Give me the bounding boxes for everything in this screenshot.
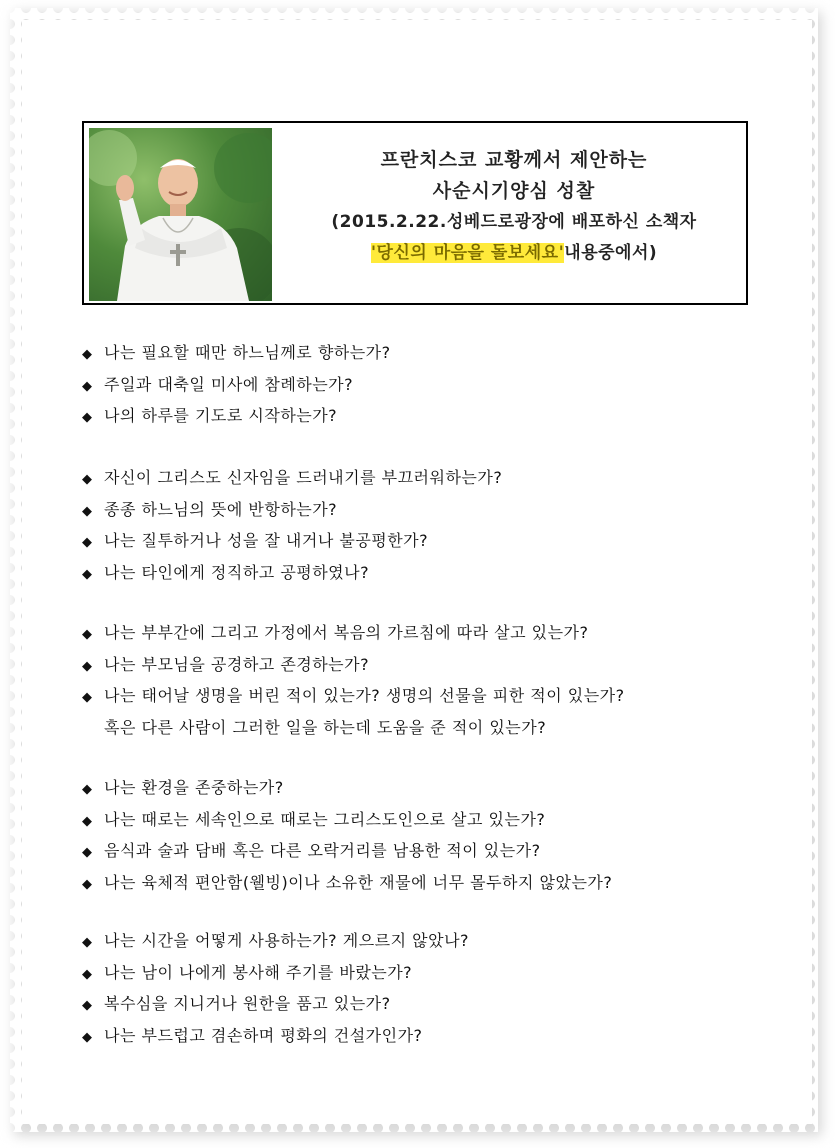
diamond-bullet-icon: ◆ <box>82 876 93 892</box>
question-item <box>82 807 545 830</box>
question-text: 나의 하루를 기도로 시작하는가? <box>104 406 338 425</box>
diamond-bullet-icon: ◆ <box>82 535 93 550</box>
diamond-bullet-icon: ◆ <box>82 658 93 674</box>
question-text: 종종 하느님의 뜻에 반항하는가? <box>104 499 338 519</box>
question-text: 복수심을 지니거나 원한을 품고 있는가? <box>104 994 391 1013</box>
title-block <box>284 145 744 269</box>
diamond-bullet-icon: ◆ <box>82 998 93 1013</box>
question-item <box>82 991 391 1014</box>
question-text: 나는 부모님을 공경하고 존경하는가? <box>104 654 370 674</box>
question-item <box>82 775 284 798</box>
question-text: 나는 태어날 생명을 버린 적이 있는가? 생명의 선물을 피한 적이 있는가? <box>104 686 625 705</box>
question-item <box>82 1023 423 1046</box>
question-item <box>82 683 625 706</box>
diamond-bullet-icon: ◆ <box>82 935 93 950</box>
diamond-bullet-icon: ◆ <box>82 410 93 425</box>
diamond-bullet-icon: ◆ <box>82 566 93 582</box>
question-item <box>82 928 469 951</box>
question-text: 음식과 술과 담배 혹은 다른 오락거리를 남용한 적이 있는가? <box>104 841 541 860</box>
question-text: 나는 질투하거나 성을 잘 내거나 불공평한가? <box>104 531 429 550</box>
diamond-bullet-icon: ◆ <box>82 1029 93 1045</box>
pope-figure-illustration <box>89 128 272 301</box>
question-item <box>82 372 353 395</box>
diamond-bullet-icon: ◆ <box>82 378 93 394</box>
question-text: 나는 육체적 편안함(웰빙)이나 소유한 재물에 너무 몰두하지 않았는가? <box>104 872 613 892</box>
question-item <box>82 870 612 893</box>
subtitle-tail: 내용중에서) <box>564 243 658 263</box>
question-item <box>82 528 428 551</box>
question-text: 자신이 그리스도 신자임을 드러내기를 부끄러워하는가? <box>104 468 503 487</box>
question-text: 주일과 대축일 미사에 참례하는가? <box>104 374 354 394</box>
question-continuation: 혹은 다른 사람이 그러한 일을 하는데 도움을 준 적이 있는가? <box>104 717 547 737</box>
question-text: 나는 필요할 때만 하느님께로 향하는가? <box>104 343 391 362</box>
question-text: 나는 타인에게 정직하고 공평하였나? <box>104 562 370 582</box>
question-item <box>82 403 337 426</box>
question-item <box>82 652 369 675</box>
question-item <box>82 838 541 861</box>
diamond-bullet-icon: ◆ <box>82 813 93 829</box>
question-text: 나는 남이 나에게 봉사해 주기를 바랐는가? <box>104 962 413 982</box>
diamond-bullet-icon: ◆ <box>82 690 93 705</box>
diamond-bullet-icon: ◆ <box>82 845 93 860</box>
title-line-1: 프란치스코 교황께서 제안하는 <box>380 149 648 171</box>
question-item <box>82 497 337 520</box>
diamond-bullet-icon: ◆ <box>82 503 93 519</box>
diamond-bullet-icon: ◆ <box>82 347 93 362</box>
diamond-bullet-icon: ◆ <box>82 472 93 487</box>
subtitle-line-2 <box>284 238 744 269</box>
pope-photo <box>89 128 272 301</box>
question-item <box>82 960 412 983</box>
question-item <box>82 620 589 643</box>
question-item <box>82 560 369 583</box>
highlighted-book-title: '당신의 마음을 돌보세요' <box>370 243 565 263</box>
diamond-bullet-icon: ◆ <box>82 782 93 797</box>
title-line-2: 사순시기양심 성찰 <box>432 180 596 202</box>
question-text: 나는 부드럽고 겸손하며 평화의 건설가인가? <box>104 1025 423 1045</box>
diamond-bullet-icon: ◆ <box>82 966 93 982</box>
question-text: 나는 부부간에 그리고 가정에서 복음의 가르침에 따라 살고 있는가? <box>104 623 589 642</box>
question-item <box>82 465 502 488</box>
subtitle-line-1: (2015.2.22.성베드로광장에 배포하신 소책자 <box>331 212 697 232</box>
question-text: 나는 때로는 세속인으로 때로는 그리스도인으로 살고 있는가? <box>104 809 546 829</box>
question-text: 나는 환경을 존중하는가? <box>104 778 284 797</box>
diamond-bullet-icon: ◆ <box>82 627 93 642</box>
question-text: 나는 시간을 어떻게 사용하는가? 게으르지 않았나? <box>104 931 470 950</box>
header-box <box>82 121 748 305</box>
question-item <box>82 340 391 363</box>
